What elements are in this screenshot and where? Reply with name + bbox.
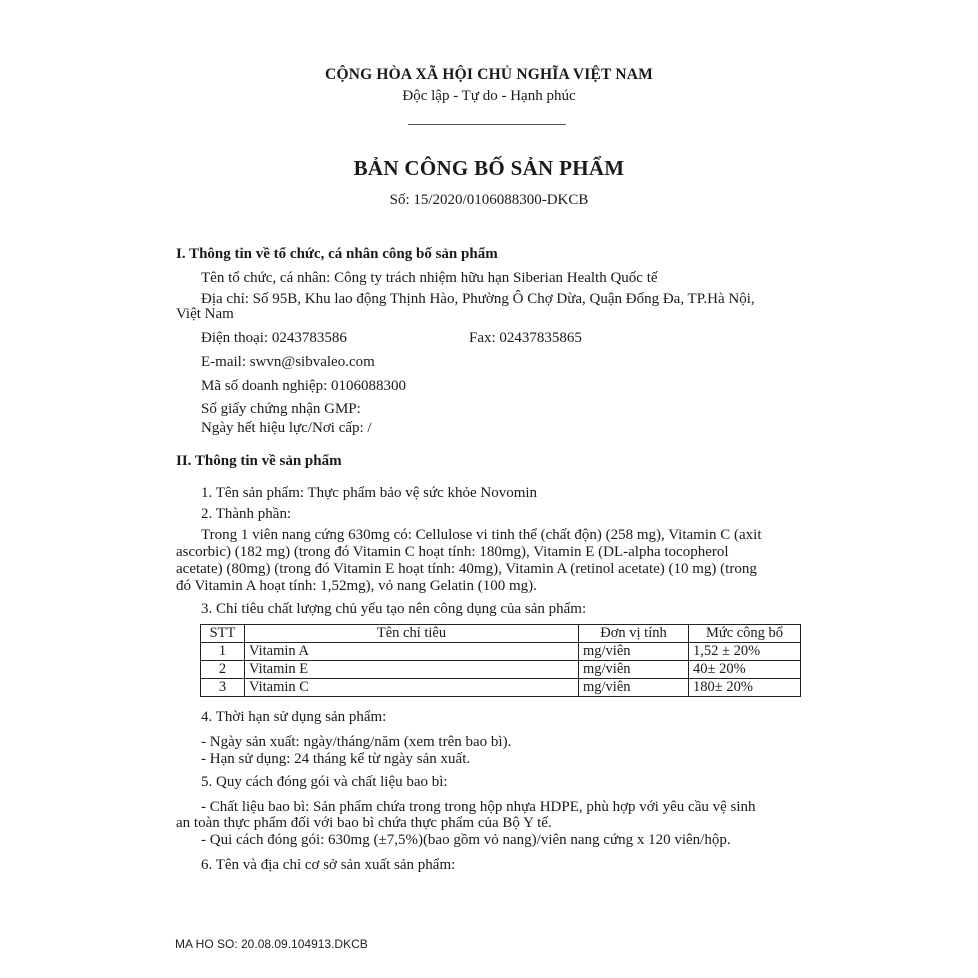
manufacture-date: - Ngày sản xuất: ngày/tháng/năm (xem trên bao bì). bbox=[201, 734, 512, 750]
cell-level: 40± 20% bbox=[689, 661, 801, 679]
col-header-stt: STT bbox=[201, 625, 245, 643]
ingredients-label: 2. Thành phần: bbox=[201, 506, 292, 522]
ingredients-line-3: acetate) (80mg) (trong đó Vitamin E hoạt tính: 40mg), Vitamin A (retinol acetate) (10 mg) (trong bbox=[176, 561, 757, 577]
table-row bbox=[201, 643, 801, 661]
republic-heading: CỘNG HÒA XÃ HỘI CHỦ NGHĨA VIỆT NAM bbox=[325, 66, 653, 83]
table-header-row bbox=[201, 625, 801, 643]
cell-unit: mg/viên bbox=[579, 643, 689, 661]
expiry-period: - Hạn sử dụng: 24 tháng kể từ ngày sản xuất. bbox=[201, 751, 471, 767]
quality-criteria-label: 3. Chỉ tiêu chất lượng chủ yếu tạo nên công dụng của sản phẩm: bbox=[201, 601, 587, 617]
quality-table bbox=[200, 624, 801, 697]
cell-stt: 2 bbox=[201, 661, 245, 679]
cell-criteria: Vitamin A bbox=[245, 643, 579, 661]
section-1-heading: I. Thông tin về tổ chức, cá nhân công bố sản phẩm bbox=[176, 246, 498, 262]
col-header-unit: Đơn vị tính bbox=[579, 625, 689, 643]
ingredients-line-4: đó Vitamin A hoạt tính: 1,52mg), vỏ nang Gelatin (100 mg). bbox=[176, 578, 537, 594]
cell-level: 1,52 ± 20% bbox=[689, 643, 801, 661]
national-motto: Độc lập - Tự do - Hạnh phúc bbox=[402, 88, 576, 104]
col-header-criteria: Tên chỉ tiêu bbox=[245, 625, 579, 643]
cell-level: 180± 20% bbox=[689, 679, 801, 697]
expiry-issuer: Ngày hết hiệu lực/Nơi cấp: / bbox=[201, 420, 372, 436]
address-line-2: Việt Nam bbox=[176, 306, 234, 322]
product-name: 1. Tên sản phẩm: Thực phẩm bảo vệ sức khỏe Novomin bbox=[201, 485, 538, 501]
cell-unit: mg/viên bbox=[579, 661, 689, 679]
cell-stt: 3 bbox=[201, 679, 245, 697]
section-2-heading: II. Thông tin về sản phẩm bbox=[176, 453, 342, 469]
gmp-certificate: Số giấy chứng nhận GMP: bbox=[201, 401, 361, 417]
table-row bbox=[201, 679, 801, 697]
ingredients-line-2: ascorbic) (182 mg) (trong đó Vitamin C hoạt tính: 180mg), Vitamin E (DL-alpha tocopherol bbox=[176, 544, 729, 560]
packaging-material-line-1: - Chất liệu bao bì: Sản phẩm chứa trong trong hộp nhựa HDPE, phù hợp với yêu cầu vệ sinh bbox=[201, 799, 756, 815]
packaging-spec: - Qui cách đóng gói: 630mg (±7,5%)(bao gồm vỏ nang)/viên nang cứng x 120 viên/hộp. bbox=[201, 832, 731, 848]
cell-stt: 1 bbox=[201, 643, 245, 661]
cell-unit: mg/viên bbox=[579, 679, 689, 697]
dossier-code: MA HO SO: 20.08.09.104913.DKCB bbox=[175, 937, 368, 951]
business-code: Mã số doanh nghiệp: 0106088300 bbox=[201, 378, 406, 394]
manufacturer-label: 6. Tên và địa chỉ cơ sở sản xuất sản phẩm: bbox=[201, 857, 456, 873]
ingredients-line-1: Trong 1 viên nang cứng 630mg có: Cellulose vi tinh thể (chất độn) (258 mg), Vitamin C (axit bbox=[201, 527, 762, 543]
col-header-declared-level: Mức công bố bbox=[689, 625, 801, 643]
document-title: BẢN CÔNG BỐ SẢN PHẨM bbox=[353, 156, 625, 180]
header-divider bbox=[408, 124, 566, 125]
org-name: Tên tổ chức, cá nhân: Công ty trách nhiệm hữu hạn Siberian Health Quốc tế bbox=[201, 270, 658, 286]
document-number: Số: 15/2020/0106088300-DKCB bbox=[389, 192, 589, 208]
fax: Fax: 02437835865 bbox=[469, 330, 582, 346]
packaging-material-line-2: an toàn thực phẩm đối với bao bì chứa thực phẩm của Bộ Y tế. bbox=[176, 815, 552, 831]
cell-criteria: Vitamin E bbox=[245, 661, 579, 679]
phone: Điện thoại: 0243783586 bbox=[201, 330, 347, 346]
address-line-1: Địa chỉ: Số 95B, Khu lao động Thịnh Hào, Phường Ô Chợ Dừa, Quận Đống Đa, TP.Hà Nội, bbox=[201, 291, 755, 307]
cell-criteria: Vitamin C bbox=[245, 679, 579, 697]
table-row bbox=[201, 661, 801, 679]
email: E-mail: swvn@sibvaleo.com bbox=[201, 354, 375, 370]
packaging-label: 5. Quy cách đóng gói và chất liệu bao bì: bbox=[201, 774, 448, 790]
shelf-life-label: 4. Thời hạn sử dụng sản phẩm: bbox=[201, 709, 387, 725]
